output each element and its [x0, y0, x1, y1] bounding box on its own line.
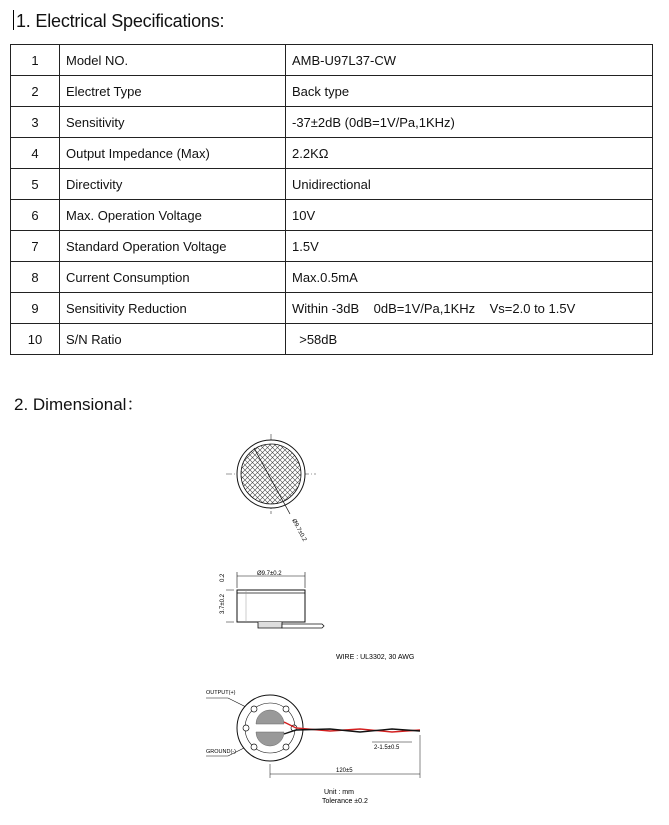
spec-item: Current Consumption	[60, 262, 286, 293]
spec-value: AMB-U97L37-CW	[286, 45, 653, 76]
spec-item: Sensitivity	[60, 107, 286, 138]
section-title-dimensional: 2. Dimensional：	[14, 395, 144, 414]
diameter-label: Ø9.7±0.2	[290, 518, 308, 543]
spec-number: 9	[11, 293, 60, 324]
spec-value: Unidirectional	[286, 169, 653, 200]
table-row	[11, 169, 653, 200]
section-title-text: 1. Electrical Specifications:	[16, 11, 225, 31]
table-row	[11, 76, 653, 107]
table-row	[11, 262, 653, 293]
tolerance-label: Tolerance ±0.2	[322, 798, 368, 805]
bottom-view	[206, 690, 420, 805]
table-row	[11, 324, 653, 355]
spec-number: 4	[11, 138, 60, 169]
table-row	[11, 231, 653, 262]
height-label: 3.7±0.2	[220, 594, 226, 614]
length-label: 120±5	[336, 768, 353, 774]
spec-item: Directivity	[60, 169, 286, 200]
ground-label: GROUND(-)	[206, 749, 236, 755]
spec-value: 1.5V	[286, 231, 653, 262]
top-view	[226, 434, 316, 543]
spec-number: 2	[11, 76, 60, 107]
spec-number: 8	[11, 262, 60, 293]
side-top-label: Ø9.7±0.2	[257, 571, 282, 577]
spec-number: 3	[11, 107, 60, 138]
spec-value: 2.2KΩ	[286, 138, 653, 169]
spec-item: Output Impedance (Max)	[60, 138, 286, 169]
spec-number: 5	[11, 169, 60, 200]
output-label: OUTPUT(+)	[206, 690, 236, 696]
dimension-drawing	[0, 420, 669, 825]
spec-number: 7	[11, 231, 60, 262]
spec-item: Model NO.	[60, 45, 286, 76]
spec-value: -37±2dB (0dB=1V/Pa,1KHz)	[286, 107, 653, 138]
table-row	[11, 107, 653, 138]
spec-value: Max.0.5mA	[286, 262, 653, 293]
table-row	[11, 138, 653, 169]
spec-table	[10, 44, 653, 355]
unit-label: Unit : mm	[324, 789, 354, 796]
spec-value: Back type	[286, 76, 653, 107]
spec-number: 10	[11, 324, 60, 355]
spec-number: 1	[11, 45, 60, 76]
table-row	[11, 293, 653, 324]
table-row	[11, 200, 653, 231]
spec-number: 6	[11, 200, 60, 231]
spec-item: Standard Operation Voltage	[60, 231, 286, 262]
spec-value: >58dB	[286, 324, 653, 355]
side-view	[220, 571, 414, 661]
text-cursor	[13, 10, 14, 30]
section-title-electrical	[13, 10, 224, 32]
table-row	[11, 45, 653, 76]
spec-item: S/N Ratio	[60, 324, 286, 355]
spec-item: Electret Type	[60, 76, 286, 107]
spec-item: Max. Operation Voltage	[60, 200, 286, 231]
spec-value: 10V	[286, 200, 653, 231]
spec-value: Within -3dB 0dB=1V/Pa,1KHz Vs=2.0 to 1.5V	[286, 293, 653, 324]
wire-note: WIRE : UL3302, 30 AWG	[336, 654, 415, 661]
strip-label: 2-1.5±0.5	[374, 745, 400, 751]
spec-item: Sensitivity Reduction	[60, 293, 286, 324]
top-small-label: 0.2	[220, 573, 226, 582]
